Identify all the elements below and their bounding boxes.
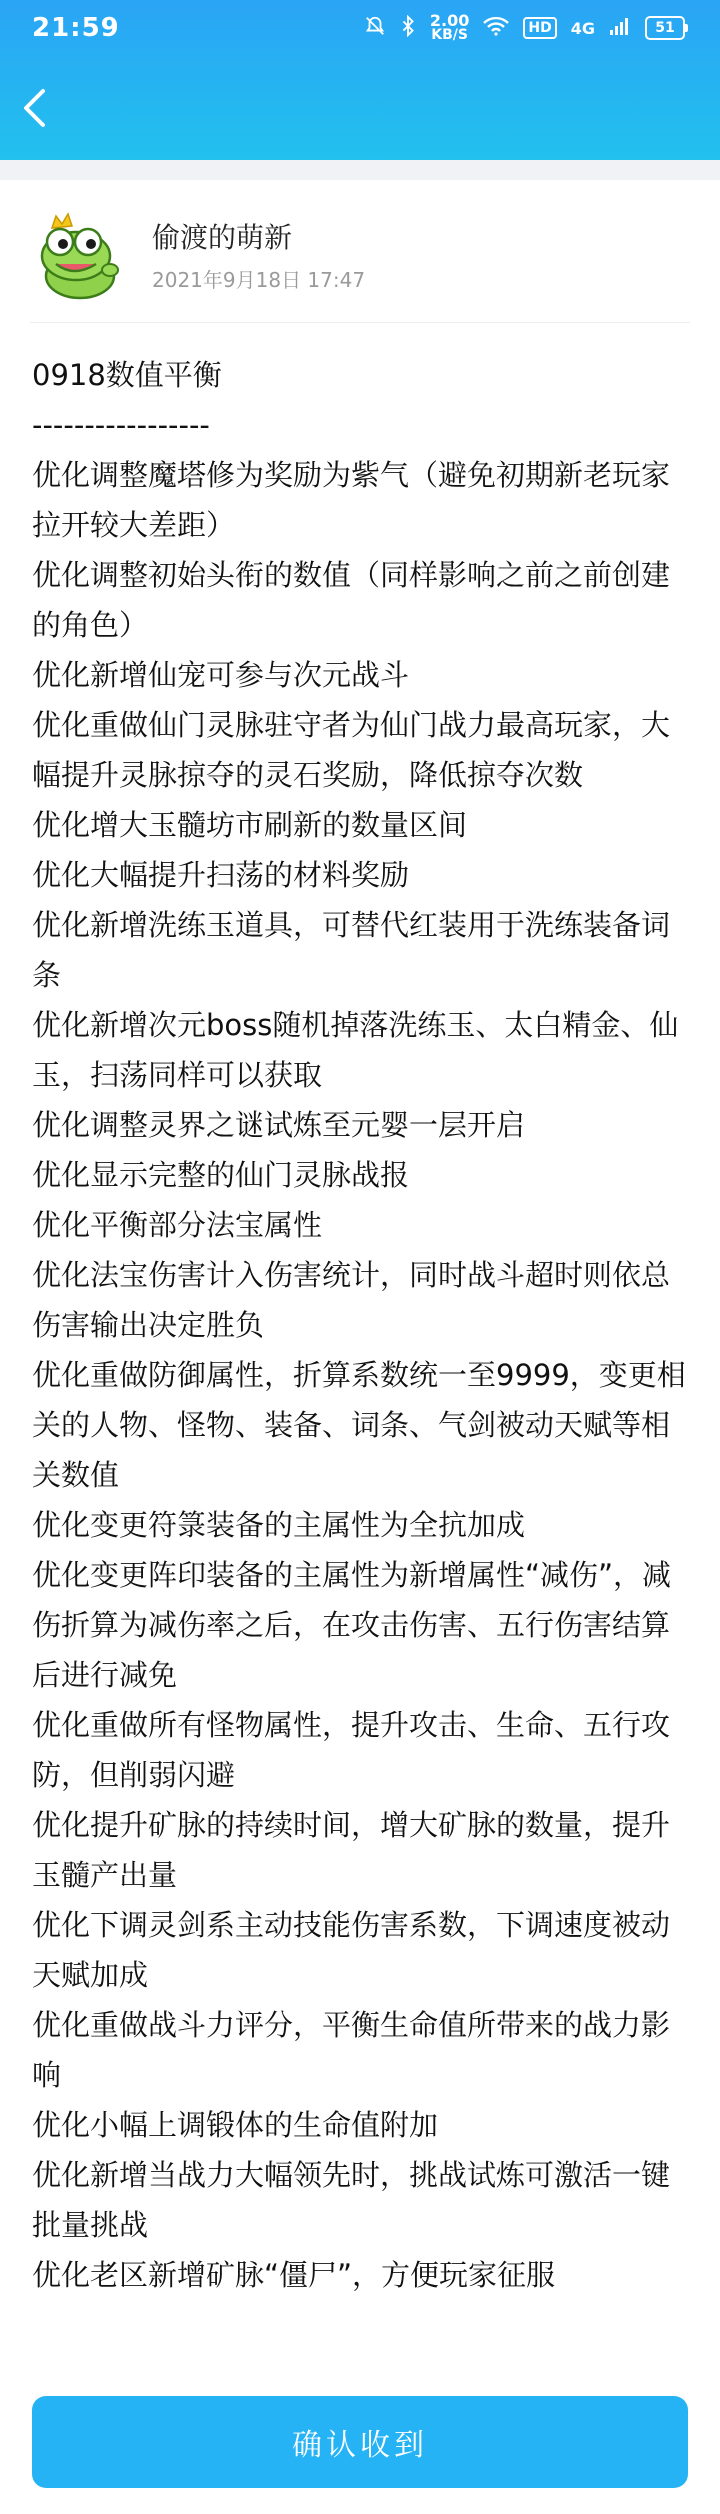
post-content	[32, 350, 694, 2300]
status-icons	[364, 11, 688, 43]
avatar	[30, 208, 124, 302]
list-item: 优化调整初始头衔的数值（同样影响之前之前创建的角色）	[32, 558, 671, 642]
list-item: 优化调整灵界之谜试炼至元婴一层开启	[32, 1108, 526, 1142]
post-title: 0918数值平衡	[32, 358, 222, 392]
list-item: 优化调整魔塔修为奖励为紫气（避免初期新老玩家拉开较大差距）	[32, 458, 671, 542]
list-item: 优化新增当战力大幅领先时，挑战试炼可激活一键批量挑战	[32, 2158, 671, 2242]
header-gap	[0, 160, 720, 180]
list-item: 优化重做战斗力评分，平衡生命值所带来的战力影响	[32, 2008, 671, 2092]
post-header	[0, 180, 720, 322]
list-item: 优化变更阵印装备的主属性为新增属性“减伤”，减伤折算为减伤率之后，在攻击伤害、五行伤害结算后进行减免	[32, 1558, 672, 1692]
list-item: 优化提升矿脉的持续时间，增大矿脉的数量，提升玉髓产出量	[32, 1808, 671, 1892]
list-item: 优化老区新增矿脉“僵尸”，方便玩家征服	[32, 2258, 556, 2292]
list-item: 优化重做所有怪物属性，提升攻击、生命、五行攻防，但削弱闪避	[32, 1708, 671, 1792]
title-separator: -----------------	[32, 408, 210, 442]
post-date: 2021年9月18日 17:47	[152, 268, 366, 292]
back-button[interactable]	[10, 80, 58, 136]
battery-icon	[645, 16, 688, 40]
status-time: 21:59	[32, 13, 120, 43]
network-type: 4G	[570, 18, 595, 38]
list-item: 优化显示完整的仙门灵脉战报	[32, 1158, 410, 1192]
confirm-button[interactable]: 确认收到	[32, 2396, 688, 2488]
header-divider	[30, 322, 690, 323]
battery-level: 51	[645, 16, 685, 40]
list-item: 优化变更符箓装备的主属性为全抗加成	[32, 1508, 526, 1542]
list-item: 优化重做防御属性，折算系数统一至9999，变更相关的人物、怪物、装备、词条、气剑被动天赋等相关数值	[32, 1358, 686, 1492]
signal-icon	[609, 16, 631, 41]
network-speed: 2.00 KB/S	[429, 11, 470, 43]
author-name: 偷渡的萌新	[152, 221, 293, 254]
list-item: 优化新增次元boss随机掉落洗练玉、太白精金、仙玉，扫荡同样可以获取	[32, 1008, 679, 1092]
list-item: 优化新增仙宠可参与次元战斗	[32, 658, 410, 692]
chevron-left-icon	[21, 88, 47, 128]
nav-bar	[0, 56, 720, 160]
list-item: 优化重做仙门灵脉驻守者为仙门战力最高玩家，大幅提升灵脉掠夺的灵石奖励，降低掠夺次数	[32, 708, 671, 792]
list-item: 优化下调灵剑系主动技能伤害系数，下调速度被动天赋加成	[32, 1908, 671, 1992]
mute-icon	[364, 15, 386, 42]
list-item: 优化大幅提升扫荡的材料奖励	[32, 858, 410, 892]
hd-badge: HD	[523, 17, 556, 39]
list-item: 优化增大玉髓坊市刷新的数量区间	[32, 808, 468, 842]
list-item: 优化小幅上调锻体的生命值附加	[32, 2108, 439, 2142]
frog-avatar-icon	[30, 208, 124, 302]
status-bar	[0, 0, 720, 56]
list-item: 优化新增洗练玉道具，可替代红装用于洗练装备词条	[32, 908, 671, 992]
list-item: 优化平衡部分法宝属性	[32, 1208, 323, 1242]
list-item: 优化法宝伤害计入伤害统计，同时战斗超时则依总伤害输出决定胜负	[32, 1258, 671, 1342]
wifi-icon	[483, 16, 509, 41]
top-bar	[0, 0, 720, 160]
bluetooth-icon	[400, 15, 416, 42]
